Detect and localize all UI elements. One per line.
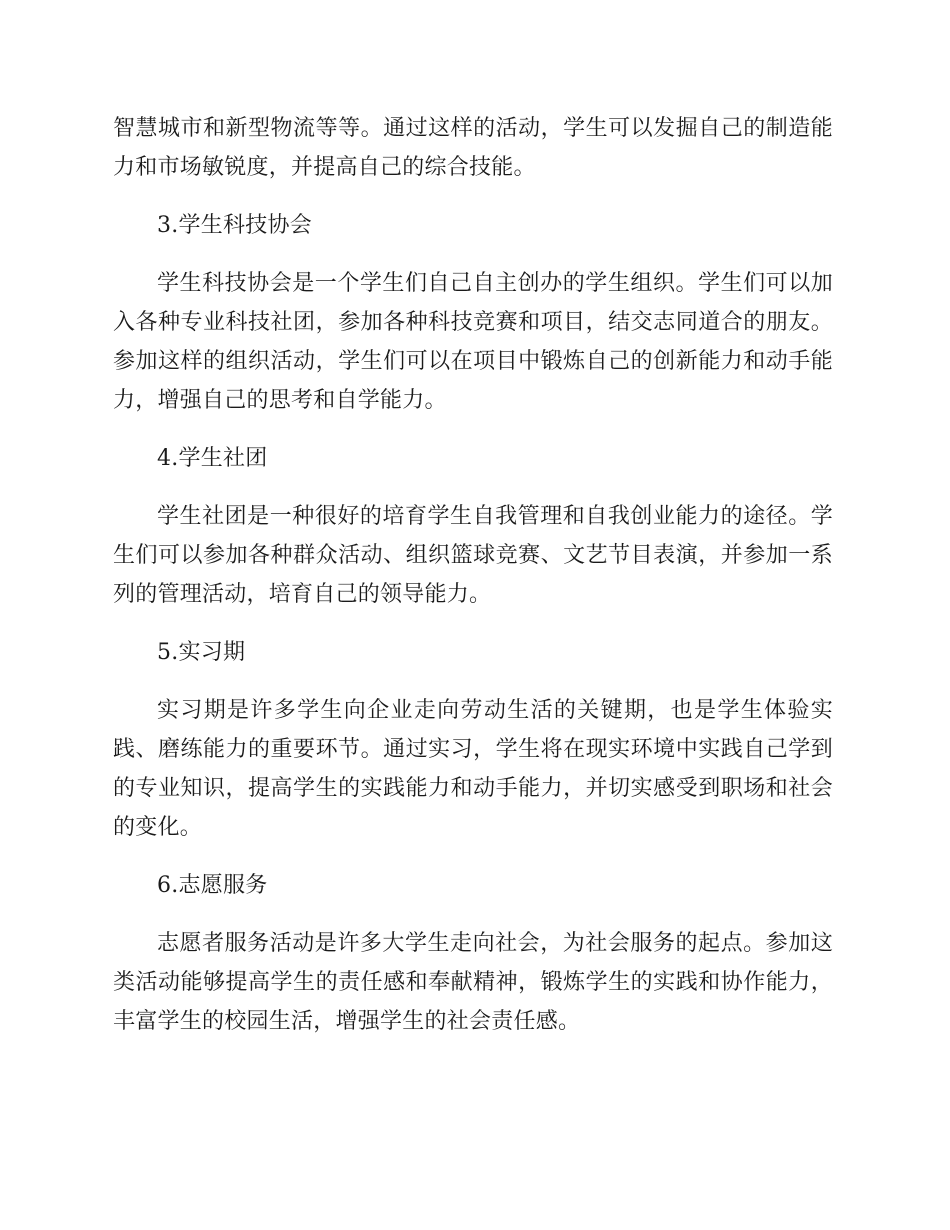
section-heading-student-tech-association: 3.学生科技协会 — [157, 213, 312, 238]
section-heading-internship: 5.实习期 — [157, 640, 246, 665]
paragraph-volunteer-service: 志愿者服务活动是许多大学生走向社会，为社会服务的起点。参加这类活动能够提高学生的责任感和奉献精神，锻炼学生的实践和协作能力，丰富学生的校园生活，增强学生的社会责任感。 — [113, 931, 833, 1034]
paragraph-internship: 实习期是许多学生向企业走向劳动生活的关键期，也是学生体验实践、磨练能力的重要环节。通过实习，学生将在现实环境中实践自己学到的专业知识，提高学生的实践能力和动手能力，并切实感受到职场和社会的变化。 — [113, 698, 833, 840]
paragraph-student-clubs: 学生社团是一种很好的培育学生自我管理和自我创业能力的途径。学生们可以参加各种群众活动、组织篮球竞赛、文艺节目表演，并参加一系列的管理活动，培育自己的领导能力。 — [113, 504, 833, 607]
section-heading-student-clubs: 4.学生社团 — [157, 446, 268, 471]
paragraph-student-tech-association: 学生科技协会是一个学生们自己自主创办的学生组织。学生们可以加入各种专业科技社团，参加各种科技竞赛和项目，结交志同道合的朋友。参加这样的组织活动，学生们可以在项目中锻炼自己的创新能力和动手能力，增强自己的思考和自学能力。 — [113, 271, 833, 413]
paragraph-intro-continuation: 智慧城市和新型物流等等。通过这样的活动，学生可以发掘自己的制造能力和市场敏锐度，并提高自己的综合技能。 — [113, 116, 833, 180]
section-heading-volunteer-service: 6.志愿服务 — [157, 873, 268, 898]
document-page — [113, 109, 833, 1060]
